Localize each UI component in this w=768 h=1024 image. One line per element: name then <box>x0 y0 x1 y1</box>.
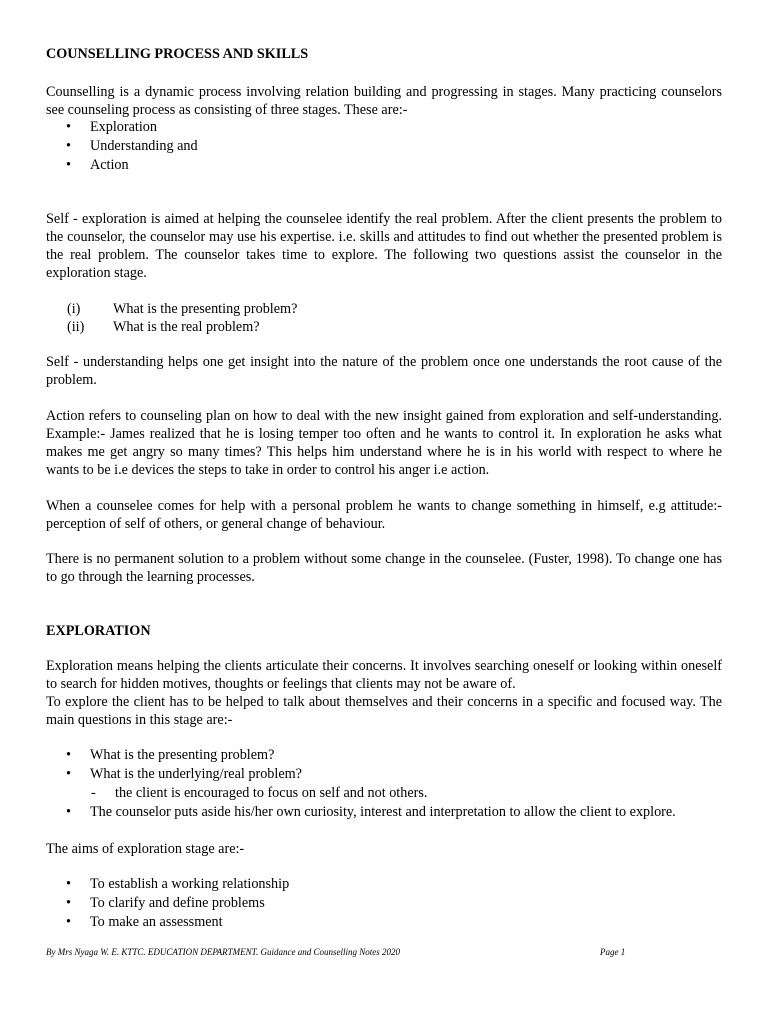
questions-list <box>46 300 722 336</box>
main-questions-list <box>46 746 722 784</box>
list-text: What is the presenting problem? <box>113 301 298 317</box>
list-item: • The counselor puts aside his/her own curiosity, interest and interpretation to allow the client to explore. <box>46 803 722 822</box>
dash-marker: - <box>91 785 96 801</box>
list-item: • What is the presenting problem? <box>46 746 722 765</box>
exploration-talk-paragraph: To explore the client has to be helped to talk about themselves and their concerns in a specific and focused way. The main questions in this stage are:- <box>46 694 722 728</box>
exploration-definition: Exploration means helping the clients articulate their concerns. It involves searching oneself or looking within oneself to search for hidden motives, thoughts or feelings that clients may not be aware of. <box>46 658 722 692</box>
list-item: • To make an assessment <box>46 913 722 932</box>
exploration-heading: EXPLORATION <box>46 623 151 639</box>
sub-point <box>46 785 767 802</box>
page-number: Page 1 <box>600 947 626 957</box>
list-item: • Understanding and <box>46 137 722 156</box>
list-number: (i) <box>67 301 81 317</box>
self-understanding-paragraph: Self - understanding helps one get insight into the nature of the problem once one understands the root cause of the problem. <box>46 354 722 388</box>
action-paragraph: Action refers to counseling plan on how to deal with the new insight gained from exploration and self-understanding. Example:- James realized that he is losing temper too often and he wants to control it. In exploration he asks what makes me get angry so many times? This helps him understand where he is in his world with respect to where he wants to be i.e devices the steps to take in order to control his anger i.e action. <box>46 408 722 478</box>
list-item <box>46 300 722 318</box>
curiosity-list <box>46 803 722 822</box>
list-item: • What is the underlying/real problem? <box>46 765 722 784</box>
document-title: COUNSELLING PROCESS AND SKILLS <box>46 46 309 62</box>
stages-list <box>46 118 722 175</box>
list-number: (ii) <box>67 319 85 335</box>
aims-intro: The aims of exploration stage are:- <box>46 841 245 857</box>
list-item: • To clarify and define problems <box>46 894 722 913</box>
solution-paragraph: There is no permanent solution to a problem without some change in the counselee. (Fuster, 1998). To change one has to go through the learning processes. <box>46 551 722 585</box>
intro-paragraph: Counselling is a dynamic process involving relation building and progressing in stages. Many practicing counselors see counseling process as consisting of three stages. These are:- <box>46 84 722 118</box>
list-item <box>46 318 722 336</box>
self-exploration-paragraph: Self - exploration is aimed at helping the counselee identify the real problem. After the client presents the problem to the counselor, the counselor may use his expertise. i.e. skills and attitudes to find out whether the presented problem is the real problem. The counselor takes time to explore. The following two questions assist the counselor in the exploration stage. <box>46 211 722 281</box>
sub-point-text: the client is encouraged to focus on self and not others. <box>115 785 428 801</box>
list-text: What is the real problem? <box>113 319 260 335</box>
page-footer <box>46 946 636 958</box>
change-paragraph: When a counselee comes for help with a personal problem he wants to change something in himself, e.g attitude:- perception of self of others, or general change of behaviour. <box>46 498 722 532</box>
list-item: • Exploration <box>46 118 722 137</box>
list-item: • To establish a working relationship <box>46 875 722 894</box>
aims-list <box>46 875 722 932</box>
footer-text: By Mrs Nyaga W. E. KTTC. EDUCATION DEPARTMENT. Guidance and Counselling Notes 2020 <box>46 947 401 957</box>
list-item: • Action <box>46 156 722 175</box>
